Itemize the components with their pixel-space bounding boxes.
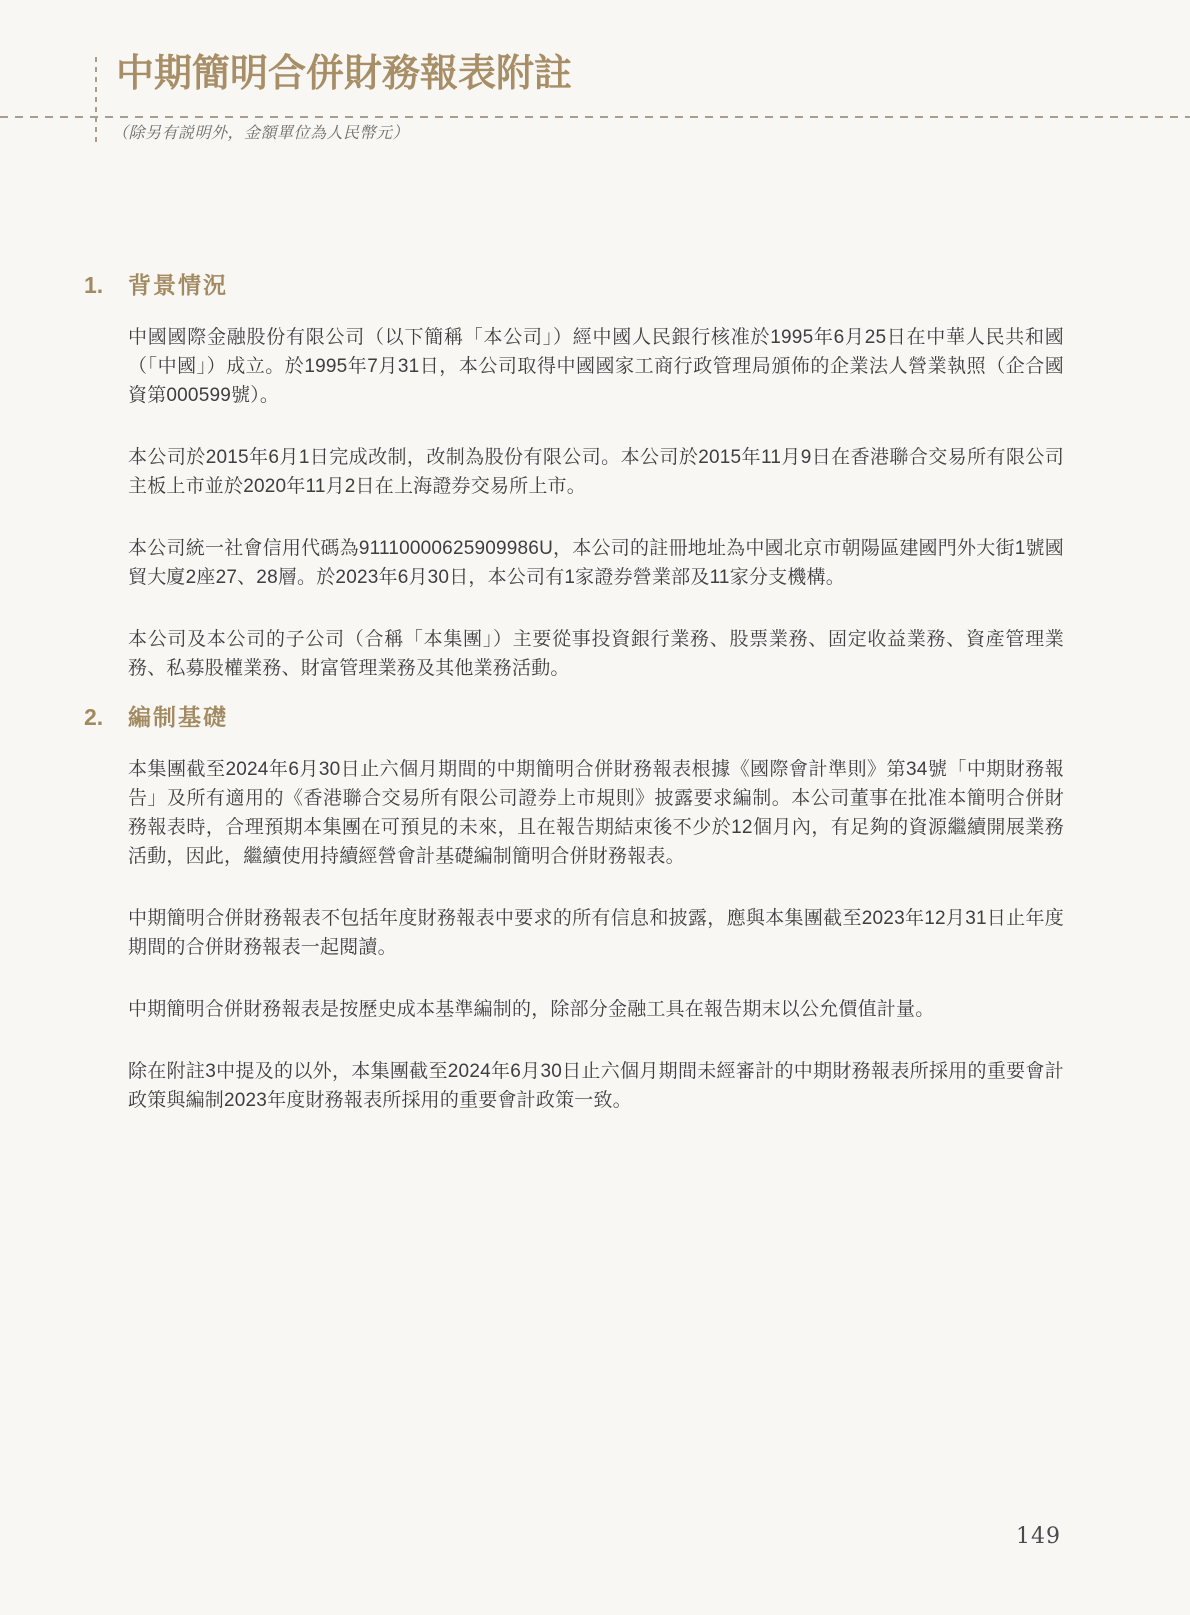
- section-heading-row: [84, 270, 1064, 300]
- document-body: [84, 270, 1064, 1148]
- ornament-dashed-line-vertical: [95, 57, 97, 142]
- paragraph: 本集團截至2024年6月30日止六個月期間的中期簡明合併財務報表根據《國際會計準則》第34號「中期財務報告」及所有適用的《香港聯合交易所有限公司證券上市規則》披露要求編制。本公司董事在批准本簡明合併財務報表時，合理預期本集團在可預見的未來，且在報告期結束後不少於12個月內，有足夠的資源繼續開展業務活動，因此，繼續使用持續經營會計基礎編制簡明合併財務報表。: [128, 759, 1064, 867]
- page-subtitle: （除另有説明外，金額單位為人民幣元）: [112, 123, 410, 142]
- paragraph: 中國國際金融股份有限公司（以下簡稱「本公司」）經中國人民銀行核准於1995年6月25日在中華人民共和國（「中國」）成立。於1995年7月31日，本公司取得中國國家工商行政管理局頒佈的企業法人營業執照（企合國資第000599號）。: [128, 327, 1064, 406]
- paragraph: 中期簡明合併財務報表不包括年度財務報表中要求的所有信息和披露，應與本集團截至2023年12月31日止年度期間的合併財務報表一起閱讀。: [128, 908, 1064, 958]
- paragraph: 本公司於2015年6月1日完成改制，改制為股份有限公司。本公司於2015年11月9日在香港聯合交易所有限公司主板上市並於2020年11月2日在上海證券交易所上市。: [128, 447, 1064, 497]
- section-number: 1.: [84, 272, 104, 298]
- section-heading: 背景情況: [128, 272, 228, 298]
- page-number: 149: [1016, 1524, 1061, 1549]
- section-heading-row: [84, 702, 1064, 732]
- page-title: 中期簡明合併財務報表附註: [116, 50, 573, 95]
- paragraph: 中期簡明合併財務報表是按歷史成本基準編制的，除部分金融工具在報告期末以公允價值計量。: [128, 999, 935, 1020]
- section-background: [84, 270, 1064, 683]
- ornament-dashed-line-horizontal: [0, 116, 1190, 118]
- section-basis-of-preparation: [84, 702, 1064, 1115]
- paragraph: 本公司統一社會信用代碼為91110000625909986U，本公司的註冊地址為中國北京市朝陽區建國門外大街1號國貿大廈2座27、28層。於2023年6月30日，本公司有1家證券營業部及11家分支機構。: [128, 538, 1064, 588]
- section-heading: 編制基礎: [128, 704, 228, 730]
- paragraph: 本公司及本公司的子公司（合稱「本集團」）主要從事投資銀行業務、股票業務、固定收益業務、資產管理業務、私募股權業務、財富管理業務及其他業務活動。: [128, 629, 1064, 679]
- paragraph: 除在附註3中提及的以外，本集團截至2024年6月30日止六個月期間未經審計的中期財務報表所採用的重要會計政策與編制2023年度財務報表所採用的重要會計政策一致。: [128, 1061, 1064, 1111]
- section-number: 2.: [84, 704, 104, 730]
